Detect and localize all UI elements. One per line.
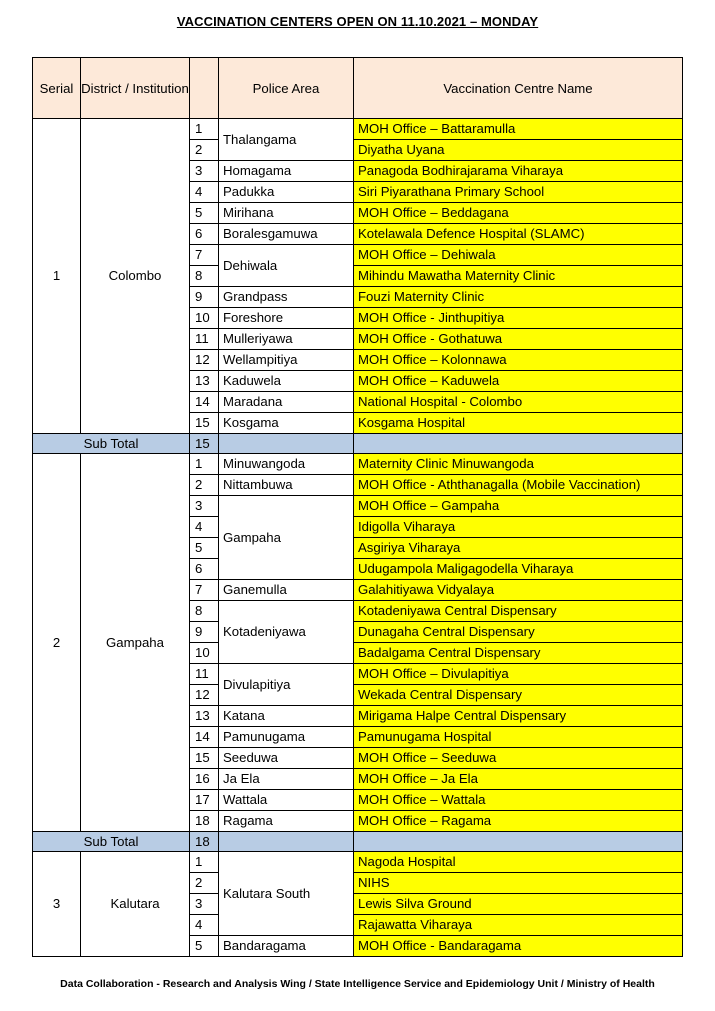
row-number: 7 <box>190 245 219 266</box>
subtotal-empty-cell <box>219 434 354 454</box>
row-number: 11 <box>190 664 219 685</box>
centre-name: MOH Office – Battaramulla <box>354 119 683 140</box>
row-number: 4 <box>190 517 219 538</box>
row-number: 10 <box>190 643 219 664</box>
centre-name: Dunagaha Central Dispensary <box>354 622 683 643</box>
centre-name: MOH Office - Jinthupitiya <box>354 308 683 329</box>
row-number: 4 <box>190 182 219 203</box>
centre-name: MOH Office – Kolonnawa <box>354 350 683 371</box>
police-area: Minuwangoda <box>219 454 354 475</box>
subtotal-row <box>33 434 683 454</box>
row-number: 9 <box>190 622 219 643</box>
police-area: Mulleriyawa <box>219 329 354 350</box>
row-number: 5 <box>190 203 219 224</box>
row-number: 1 <box>190 852 219 873</box>
police-area: Wattala <box>219 790 354 811</box>
district-name: Gampaha <box>81 454 190 832</box>
centre-name: Kotadeniyawa Central Dispensary <box>354 601 683 622</box>
vaccination-table <box>32 57 683 957</box>
centre-name: MOH Office - Gothatuwa <box>354 329 683 350</box>
centre-name: MOH Office – Kaduwela <box>354 371 683 392</box>
header-serial: Serial <box>33 58 81 119</box>
row-number: 5 <box>190 936 219 957</box>
subtotal-empty-cell <box>354 832 683 852</box>
centre-name: Galahitiyawa Vidyalaya <box>354 580 683 601</box>
row-number: 12 <box>190 685 219 706</box>
centre-name: Nagoda Hospital <box>354 852 683 873</box>
police-area: Kosgama <box>219 413 354 434</box>
police-area: Mirihana <box>219 203 354 224</box>
police-area: Kalutara South <box>219 852 354 936</box>
police-area: Seeduwa <box>219 748 354 769</box>
subtotal-empty-cell <box>354 434 683 454</box>
centre-name: MOH Office - Aththanagalla (Mobile Vaccination) <box>354 475 683 496</box>
row-number: 6 <box>190 559 219 580</box>
row-number: 12 <box>190 350 219 371</box>
centre-name: Kotelawala Defence Hospital (SLAMC) <box>354 224 683 245</box>
row-number: 2 <box>190 140 219 161</box>
police-area: Wellampitiya <box>219 350 354 371</box>
police-area: Thalangama <box>219 119 354 161</box>
police-area: Ja Ela <box>219 769 354 790</box>
police-area: Homagama <box>219 161 354 182</box>
row-number: 14 <box>190 727 219 748</box>
police-area: Katana <box>219 706 354 727</box>
centre-name: MOH Office – Ja Ela <box>354 769 683 790</box>
subtotal-row <box>33 832 683 852</box>
centre-name: MOH Office – Dehiwala <box>354 245 683 266</box>
row-number: 16 <box>190 769 219 790</box>
centre-name: NIHS <box>354 873 683 894</box>
district-name: Colombo <box>81 119 190 434</box>
subtotal-count: 18 <box>190 832 219 852</box>
police-area: Ganemulla <box>219 580 354 601</box>
centre-name: Panagoda Bodhirajarama Viharaya <box>354 161 683 182</box>
row-number: 7 <box>190 580 219 601</box>
header-district: District / Institution <box>81 58 190 119</box>
centre-name: Mihindu Mawatha Maternity Clinic <box>354 266 683 287</box>
table-row <box>33 119 683 140</box>
row-number: 4 <box>190 915 219 936</box>
police-area: Kaduwela <box>219 371 354 392</box>
centre-name: MOH Office – Ragama <box>354 811 683 832</box>
page-title: VACCINATION CENTERS OPEN ON 11.10.2021 – MONDAY <box>176 14 539 29</box>
row-number: 8 <box>190 601 219 622</box>
header-centre-name: Vaccination Centre Name <box>354 58 683 119</box>
centre-name: MOH Office – Divulapitiya <box>354 664 683 685</box>
centre-name: Wekada Central Dispensary <box>354 685 683 706</box>
centre-name: Lewis Silva Ground <box>354 894 683 915</box>
row-number: 15 <box>190 748 219 769</box>
row-number: 3 <box>190 496 219 517</box>
district-name: Kalutara <box>81 852 190 957</box>
centre-name: Udugampola Maligagodella Viharaya <box>354 559 683 580</box>
row-number: 13 <box>190 706 219 727</box>
row-number: 1 <box>190 119 219 140</box>
centre-name: Mirigama Halpe Central Dispensary <box>354 706 683 727</box>
police-area: Grandpass <box>219 287 354 308</box>
police-area: Padukka <box>219 182 354 203</box>
police-area: Kotadeniyawa <box>219 601 354 664</box>
row-number: 2 <box>190 475 219 496</box>
centre-name: Maternity Clinic Minuwangoda <box>354 454 683 475</box>
centre-name: MOH Office – Beddagana <box>354 203 683 224</box>
centre-name: Diyatha Uyana <box>354 140 683 161</box>
row-number: 3 <box>190 894 219 915</box>
police-area: Ragama <box>219 811 354 832</box>
centre-name: Badalgama Central Dispensary <box>354 643 683 664</box>
row-number: 9 <box>190 287 219 308</box>
subtotal-empty-cell <box>219 832 354 852</box>
header-number <box>190 58 219 119</box>
centre-name: MOH Office – Gampaha <box>354 496 683 517</box>
district-serial: 3 <box>33 852 81 957</box>
centre-name: Idigolla Viharaya <box>354 517 683 538</box>
district-serial: 2 <box>33 454 81 832</box>
header-police-area: Police Area <box>219 58 354 119</box>
table-row <box>33 454 683 475</box>
row-number: 13 <box>190 371 219 392</box>
police-area: Maradana <box>219 392 354 413</box>
centre-name: MOH Office – Seeduwa <box>354 748 683 769</box>
centre-name: MOH Office - Bandaragama <box>354 936 683 957</box>
subtotal-label: Sub Total <box>33 434 190 454</box>
centre-name: Siri Piyarathana Primary School <box>354 182 683 203</box>
row-number: 8 <box>190 266 219 287</box>
police-area: Bandaragama <box>219 936 354 957</box>
subtotal-count: 15 <box>190 434 219 454</box>
row-number: 6 <box>190 224 219 245</box>
row-number: 15 <box>190 413 219 434</box>
table-row <box>33 852 683 873</box>
centre-name: Rajawatta Viharaya <box>354 915 683 936</box>
row-number: 2 <box>190 873 219 894</box>
row-number: 5 <box>190 538 219 559</box>
subtotal-label: Sub Total <box>33 832 190 852</box>
centre-name: National Hospital - Colombo <box>354 392 683 413</box>
row-number: 18 <box>190 811 219 832</box>
police-area: Gampaha <box>219 496 354 580</box>
centre-name: Kosgama Hospital <box>354 413 683 434</box>
row-number: 10 <box>190 308 219 329</box>
row-number: 3 <box>190 161 219 182</box>
police-area: Boralesgamuwa <box>219 224 354 245</box>
centre-name: Fouzi Maternity Clinic <box>354 287 683 308</box>
police-area: Nittambuwa <box>219 475 354 496</box>
row-number: 11 <box>190 329 219 350</box>
centre-name: Pamunugama Hospital <box>354 727 683 748</box>
police-area: Pamunugama <box>219 727 354 748</box>
centre-name: Asgiriya Viharaya <box>354 538 683 559</box>
police-area: Divulapitiya <box>219 664 354 706</box>
row-number: 1 <box>190 454 219 475</box>
district-serial: 1 <box>33 119 81 434</box>
centre-name: MOH Office – Wattala <box>354 790 683 811</box>
row-number: 17 <box>190 790 219 811</box>
row-number: 14 <box>190 392 219 413</box>
footer-credit: Data Collaboration - Research and Analysis Wing / State Intelligence Service and Epidemiology Unit / Ministry of Health <box>60 978 655 990</box>
table-header-row <box>33 58 683 119</box>
police-area: Foreshore <box>219 308 354 329</box>
police-area: Dehiwala <box>219 245 354 287</box>
